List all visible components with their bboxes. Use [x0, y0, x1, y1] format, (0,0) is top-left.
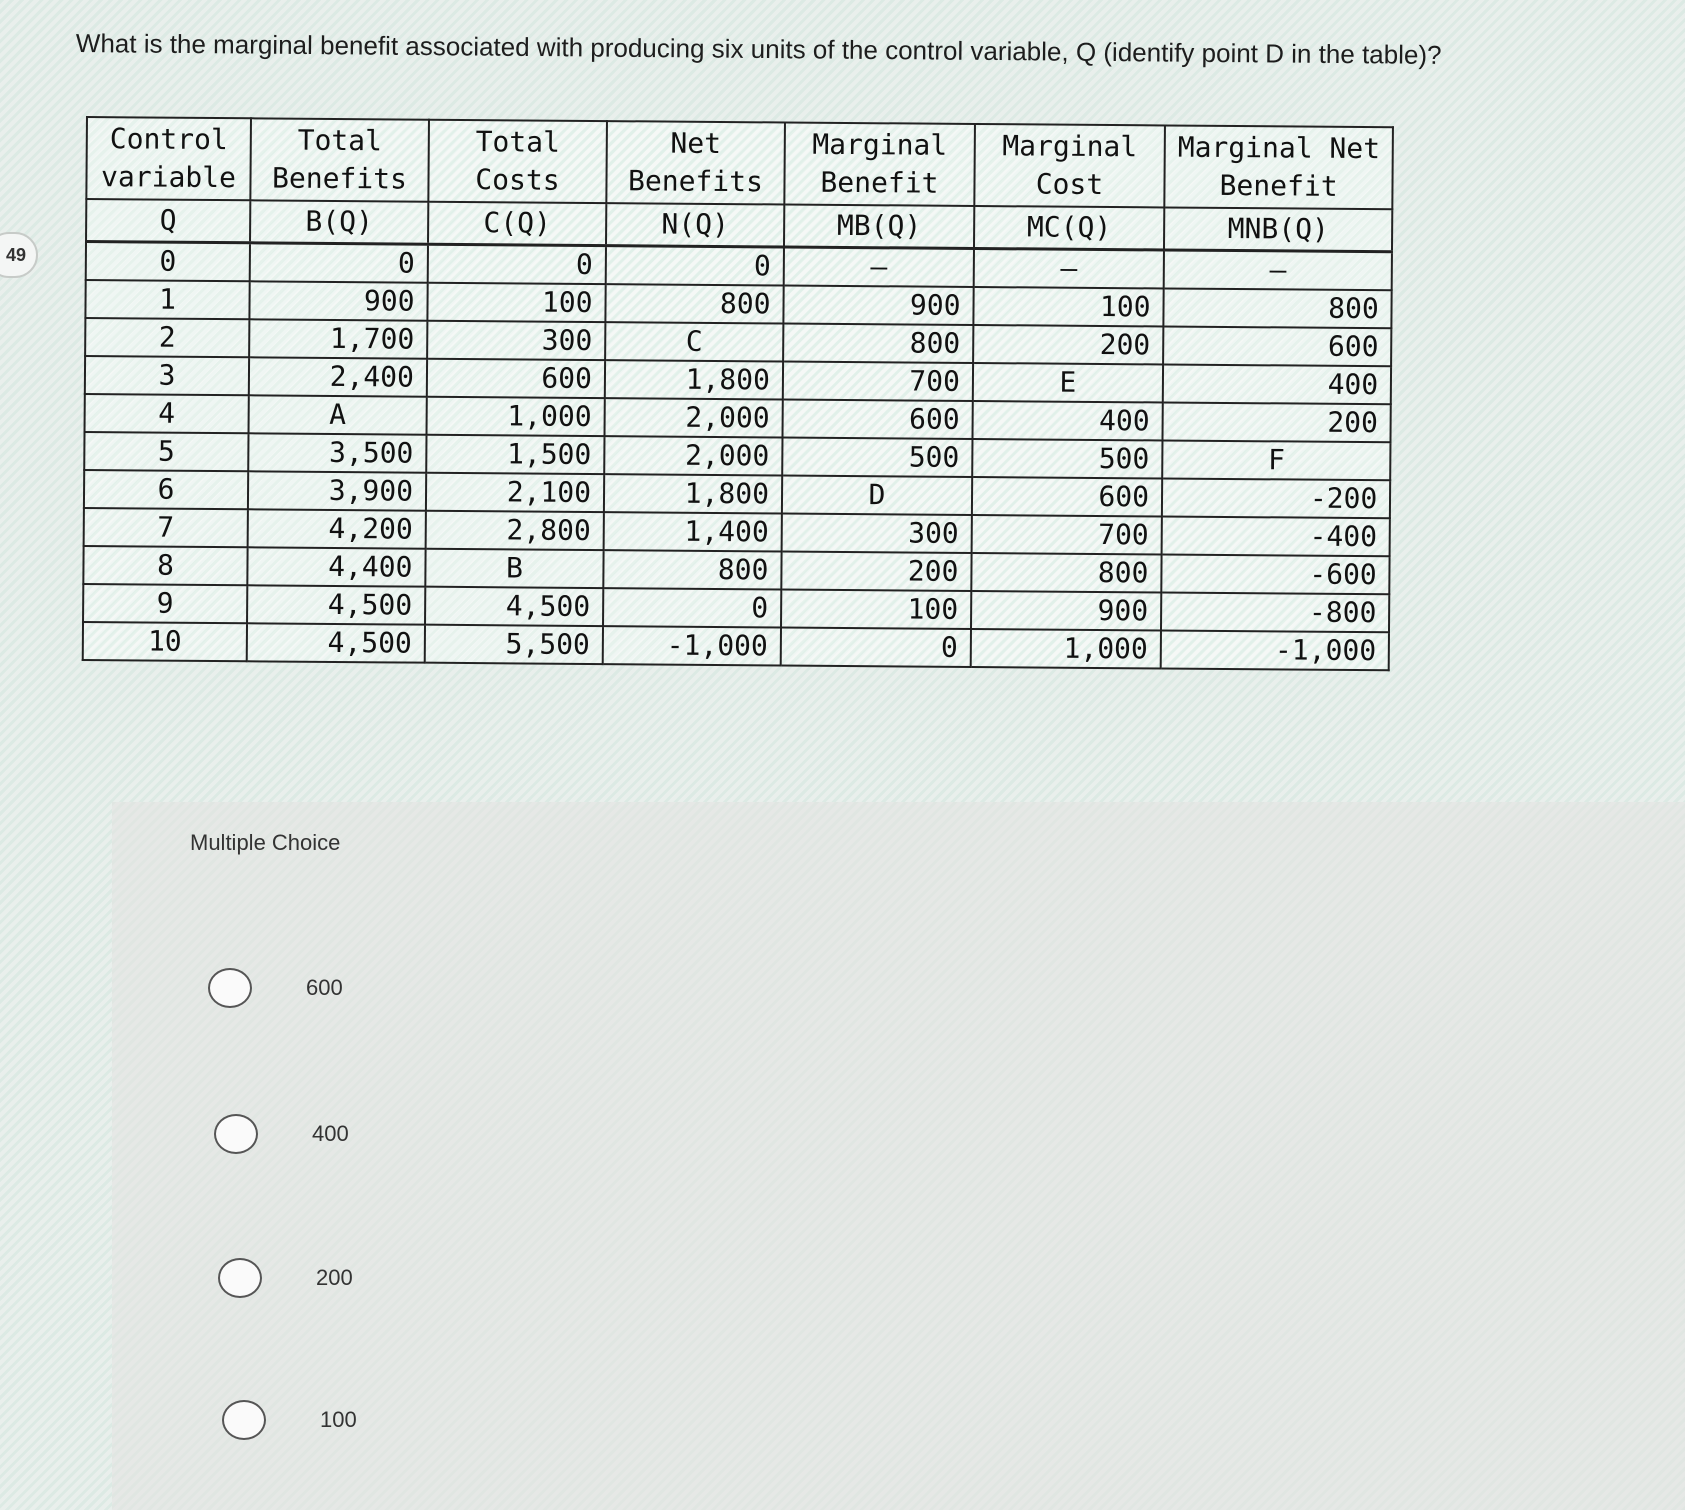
- table-cell: 2,000: [604, 436, 782, 475]
- table-cell: 700: [972, 515, 1162, 554]
- column-header: [974, 124, 1165, 207]
- header-title-row: [86, 117, 1393, 209]
- radio-button[interactable]: [222, 1400, 266, 1440]
- table-cell: -200: [1162, 478, 1391, 518]
- table-cell: 600: [427, 359, 605, 398]
- table-cell: C: [605, 322, 783, 361]
- table-cell: 6: [84, 470, 248, 509]
- table-cell: 2,100: [426, 473, 604, 512]
- table-cell: -800: [1161, 592, 1390, 632]
- table-cell: 4,200: [248, 509, 426, 548]
- table-cell: 800: [783, 323, 973, 362]
- table-cell: E: [973, 363, 1163, 402]
- choice-label: 200: [316, 1265, 353, 1290]
- column-symbol: Q: [86, 199, 250, 243]
- table-cell: 5,500: [425, 625, 603, 664]
- column-title-line: Costs: [475, 163, 560, 197]
- column-symbol: N(Q): [606, 203, 784, 247]
- table-cell: 2,800: [426, 511, 604, 550]
- column-title-line: Cost: [1035, 167, 1104, 201]
- data-table: [82, 116, 1395, 671]
- table-body: [83, 242, 1393, 671]
- table-cell: 3,500: [248, 433, 426, 472]
- table-cell: 800: [605, 284, 783, 323]
- table-cell: 7: [84, 508, 248, 547]
- table-cell: 0: [781, 627, 971, 666]
- table-cell: 4: [85, 394, 249, 433]
- choice-label: 600: [306, 975, 343, 1000]
- table-cell: D: [782, 475, 972, 514]
- column-title-line: Control: [109, 122, 228, 157]
- question-text: What is the marginal benefit associated with producing six units of the control variable, Q (identify point D in the table)?: [75, 28, 1442, 70]
- column-title-line: Marginal: [1002, 129, 1138, 164]
- column-header: [606, 121, 785, 204]
- table-cell: 800: [1163, 288, 1392, 328]
- table-cell: 2,400: [249, 357, 427, 396]
- choice-option-2[interactable]: [214, 1114, 349, 1154]
- table-cell: 900: [783, 285, 973, 324]
- table-cell: 3,900: [248, 471, 426, 510]
- column-title-line: Benefits: [627, 164, 764, 199]
- table-cell: 600: [782, 399, 972, 438]
- table-cell: 10: [83, 622, 247, 661]
- column-title-line: Benefit: [820, 165, 939, 200]
- table-cell: -1,000: [1161, 630, 1390, 670]
- table-cell: –: [1164, 250, 1393, 290]
- table-cell: 4,500: [425, 587, 603, 626]
- table-cell: A: [249, 395, 427, 434]
- table-cell: 800: [603, 550, 781, 589]
- table-cell: 300: [782, 513, 972, 552]
- table-cell: 4,500: [247, 585, 425, 624]
- radio-button[interactable]: [208, 968, 252, 1008]
- table-cell: 900: [971, 591, 1161, 630]
- table-cell: 1,700: [249, 319, 427, 358]
- table-cell: 0: [428, 244, 606, 284]
- table-cell: F: [1162, 440, 1391, 480]
- table-cell: B: [425, 549, 603, 588]
- column-title-line: Total: [297, 123, 383, 158]
- table-cell: 1,400: [604, 512, 782, 551]
- table-cell: 600: [972, 477, 1162, 516]
- table-cell: 5: [84, 432, 248, 471]
- column-header: [784, 122, 975, 205]
- table-cell: 8: [83, 546, 247, 585]
- table-cell: 1,800: [604, 474, 782, 513]
- column-header: [428, 120, 607, 203]
- table-cell: -1,000: [603, 626, 781, 665]
- column-header: [1164, 125, 1393, 209]
- table-cell: 0: [606, 246, 784, 286]
- question-number-tab[interactable]: 49: [0, 232, 38, 278]
- table-cell: 200: [1162, 402, 1391, 442]
- column-title-line: Benefit: [1219, 168, 1338, 203]
- table-cell: –: [974, 248, 1164, 288]
- column-title-line: Marginal Net: [1177, 130, 1381, 166]
- table-cell: 3: [85, 356, 249, 395]
- table-cell: -400: [1162, 516, 1391, 556]
- table-cell: 0: [250, 243, 428, 283]
- data-table-container: [82, 116, 1395, 671]
- column-title-line: variable: [100, 160, 237, 195]
- choice-label: 100: [320, 1407, 357, 1432]
- table-cell: 2,000: [605, 398, 783, 437]
- table-cell: –: [784, 247, 974, 287]
- table-cell: 500: [972, 439, 1162, 478]
- table-cell: 1: [85, 280, 249, 319]
- multiple-choice-label: Multiple Choice: [190, 830, 341, 855]
- table-cell: 4,400: [247, 547, 425, 586]
- table-cell: 1,000: [427, 397, 605, 436]
- column-symbol: MC(Q): [974, 206, 1164, 250]
- column-title-line: Marginal: [812, 127, 948, 162]
- table-cell: 1,800: [605, 360, 783, 399]
- table-cell: 300: [427, 321, 605, 360]
- choice-option-3[interactable]: [218, 1258, 353, 1298]
- table-cell: -600: [1161, 554, 1390, 594]
- table-cell: 100: [781, 589, 971, 628]
- table-cell: 700: [783, 361, 973, 400]
- table-cell: 1,000: [971, 629, 1161, 668]
- choice-option-1[interactable]: [208, 968, 343, 1008]
- table-cell: 400: [1163, 364, 1392, 404]
- table-cell: 800: [971, 553, 1161, 592]
- table-cell: 0: [86, 242, 250, 282]
- choice-option-4[interactable]: [222, 1400, 357, 1440]
- table-cell: 0: [603, 588, 781, 627]
- column-header: [250, 118, 429, 201]
- column-symbol: MB(Q): [784, 204, 974, 248]
- column-header: [86, 117, 251, 200]
- radio-button[interactable]: [214, 1114, 258, 1154]
- table-cell: 900: [249, 281, 427, 320]
- column-symbol: B(Q): [250, 200, 428, 244]
- table-cell: 100: [427, 283, 605, 322]
- table-cell: 400: [972, 401, 1162, 440]
- table-cell: 4,500: [247, 623, 425, 662]
- column-symbol: C(Q): [428, 202, 606, 246]
- choice-label: 400: [312, 1121, 349, 1146]
- table-cell: 600: [1163, 326, 1392, 366]
- column-title-line: Total: [475, 125, 561, 159]
- table-cell: 1,500: [426, 435, 604, 474]
- table-cell: 500: [782, 437, 972, 476]
- table-cell: 9: [83, 584, 247, 623]
- column-title-line: Benefits: [271, 161, 408, 196]
- table-cell: 200: [973, 325, 1163, 364]
- table-cell: 100: [973, 287, 1163, 326]
- radio-button[interactable]: [218, 1258, 262, 1298]
- table-cell: 200: [781, 551, 971, 590]
- column-symbol: MNB(Q): [1164, 207, 1393, 251]
- table-cell: 2: [85, 318, 249, 357]
- column-title-line: Net: [670, 126, 722, 160]
